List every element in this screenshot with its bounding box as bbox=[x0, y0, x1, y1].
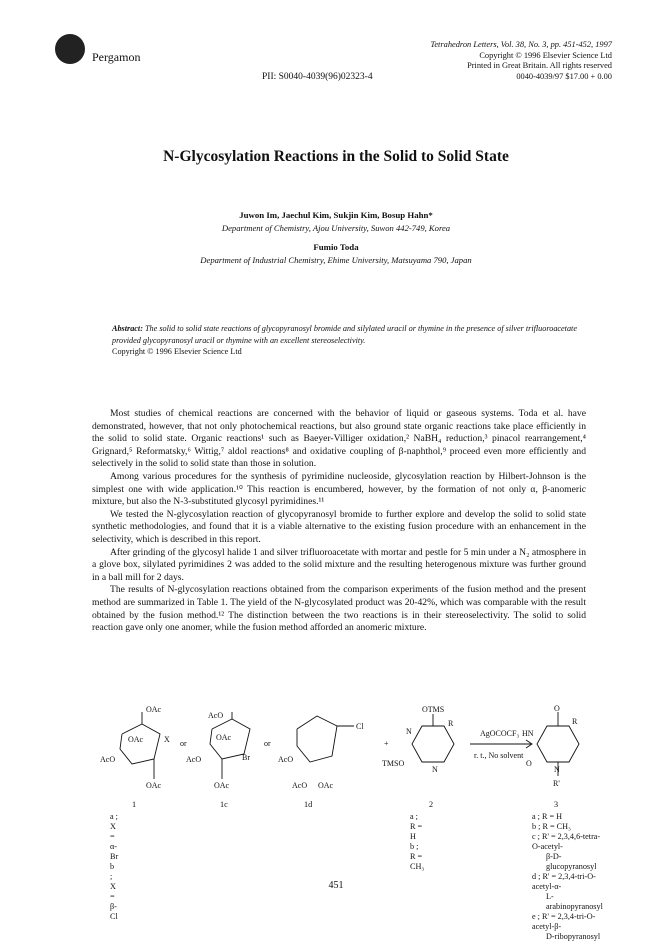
atom-label: AcO bbox=[278, 755, 294, 764]
atom-label: R bbox=[448, 719, 454, 728]
compound-label: 3 bbox=[554, 800, 559, 809]
abstract-label: Abstract: bbox=[112, 324, 143, 333]
affiliation-1: Department of Chemistry, Ajou University, Suwon 442-749, Korea bbox=[221, 223, 451, 233]
atom-label: OAc bbox=[318, 781, 334, 790]
abstract-text: The solid to solid state reactions of glycopyranosyl bromide and silylated uracil or thymine in the presence of silver trifluoroacetate provided glycopyranosyl uracil or thymine with an excellent stereoselectivity. bbox=[112, 324, 577, 345]
atom-label: O bbox=[526, 759, 532, 768]
atom-label: OTMS bbox=[422, 705, 445, 714]
atom-label: N bbox=[432, 765, 438, 774]
atom-label: N bbox=[554, 765, 560, 774]
legend-line: D-ribopyranosyl bbox=[546, 932, 601, 941]
authors-1: Juwon Im, Jaechul Kim, Sukjin Kim, Bosup Hahn* bbox=[239, 210, 433, 220]
atom-label: AcO bbox=[292, 781, 308, 790]
condition-label: r. t., No solvent bbox=[474, 751, 524, 760]
printed-line: Printed in Great Britain. All rights reserved bbox=[467, 61, 612, 70]
atom-label: OAc bbox=[128, 735, 144, 744]
atom-label: AcO bbox=[186, 755, 202, 764]
paragraph: The results of N-glycosylation reactions obtained from the comparison experiments of the fusion method and the present method are summarized in Table 1. The yield of the N-glycosylated product was 20-42%, which was comparable with the result obtained by the fusion method.¹² The distinction between the two reactions is in their stereoselectivity. The solid to solid reaction gave only one anomer, while the fusion method afforded an anomeric mixture. bbox=[92, 584, 586, 634]
compound-label: 1d bbox=[304, 800, 313, 809]
paragraph: Most studies of chemical reactions are concerned with the behavior of liquid or gaseous systems. Toda et al. have demonstrated, however, that not only photochemical reactions, but also ground state organic reactions take place efficiently in the solid to solid state. Organic reactions¹ such as Baeyer-Villiger oxidation,² NaBH₄ reduction,³ pinacol rearrangement,⁴ Grignard,⁵ Reformatsky,⁶ Wittig,⁷ aldol reactions⁸ and oxidative coupling of β-naphthol,⁹ proceed even more efficiently and selectively in the solid to solid state than those in solution. bbox=[92, 408, 586, 470]
authors-2: Fumio Toda bbox=[313, 242, 359, 252]
legend-line: β-D-glucopyranosyl bbox=[546, 852, 597, 871]
legend-line: L-arabinopyranosyl bbox=[546, 892, 603, 911]
atom-label: X bbox=[164, 735, 170, 744]
legend-line: a ; R = H bbox=[532, 812, 563, 821]
legend-line: e ; R' = 2,3,4-tri-O-acetyl-β- bbox=[532, 912, 596, 931]
legend-line: a ; R = H bbox=[410, 812, 423, 841]
atom-label: TMSO bbox=[382, 759, 405, 768]
atom-label: AcO bbox=[100, 755, 116, 764]
affiliation-2: Department of Industrial Chemistry, Ehime University, Matsuyama 790, Japan bbox=[200, 255, 472, 265]
legend-compound-2 bbox=[410, 812, 424, 872]
page-number: 451 bbox=[328, 880, 344, 891]
atom-label: O bbox=[554, 704, 560, 713]
abstract-copyright: Copyright © 1996 Elsevier Science Ltd bbox=[112, 347, 242, 356]
scheme-structures bbox=[92, 704, 592, 814]
paper-title: N-Glycosylation Reactions in the Solid to Solid State bbox=[163, 148, 509, 165]
paragraph: Among various procedures for the synthesis of pyrimidine nucleoside, glycosylation reaction by Hilbert-Johnson is the simplest one with wide application.¹⁰ This reaction is encumbered, however, by the formation of not only α, β-anomeric mixture, but also the N-3-substituted glycosyl pyrimidines.¹¹ bbox=[92, 470, 586, 508]
price-line: 0040-4039/97 $17.00 + 0.00 bbox=[516, 71, 612, 81]
pii: PII: S0040-4039(96)02323-4 bbox=[262, 72, 373, 82]
atom-label: Cl bbox=[356, 722, 364, 731]
atom-label: R' bbox=[553, 779, 560, 788]
paragraph: After grinding of the glycosyl halide 1 and silver trifluoroacetate with mortar and pestle for 5 min under a N₂ atmosphere in a glove box, silylated pyrimidines 2 was added to the solid mixture and the resulting heterogenous mixture was further ground in a ball mill for 2 days. bbox=[92, 546, 586, 583]
abstract bbox=[112, 323, 582, 358]
pergamon-logo bbox=[55, 34, 85, 64]
atom-label: AcO bbox=[208, 711, 224, 720]
or-label: or bbox=[180, 739, 187, 748]
reagent-label: AgOCOCF₃ bbox=[480, 729, 520, 738]
or-label: or bbox=[264, 739, 271, 748]
legend-compound-1 bbox=[110, 812, 118, 922]
legend-line: b ; X = β-Cl bbox=[110, 862, 118, 921]
atom-label: N bbox=[406, 727, 412, 736]
atom-label: OAc bbox=[216, 733, 232, 742]
legend-line: b ; R = CH₃ bbox=[532, 822, 571, 831]
atom-label: R bbox=[572, 717, 578, 726]
legend-line: c ; R' = 2,3,4,6-tetra-O-acetyl- bbox=[532, 832, 601, 851]
legend-compound-3 bbox=[532, 812, 603, 942]
atom-label: OAc bbox=[146, 781, 162, 790]
legend-line: b ; R = CH₃ bbox=[410, 842, 425, 871]
compound-label: 1c bbox=[220, 800, 228, 809]
body-text bbox=[92, 408, 586, 635]
atom-label: Br bbox=[242, 753, 250, 762]
journal-header bbox=[352, 40, 612, 82]
journal-line: Tetrahedron Letters, Vol. 38, No. 3, pp. 451-452, 1997 bbox=[430, 40, 612, 49]
atom-label: HN bbox=[522, 729, 534, 738]
plus-sign: + bbox=[384, 739, 389, 748]
legend-line: a ; X = α-Br bbox=[110, 812, 119, 861]
legend-line: d ; R' = 2,3,4-tri-O-acetyl-α- bbox=[532, 872, 596, 891]
copyright-line: Copyright © 1996 Elsevier Science Ltd bbox=[479, 50, 612, 60]
compound-label: 1 bbox=[132, 800, 137, 809]
compound-label: 2 bbox=[429, 800, 434, 809]
atom-label: OAc bbox=[214, 781, 230, 790]
paragraph: We tested the N-glycosylation reaction of glycopyranosyl bromide to further explore and develop the solid to solid state synthetic methodologies, and found that it is a viable alternative to the existing fusion procedure with an enhancement in the selectivity, which is described in this report. bbox=[92, 508, 586, 545]
publisher-name: Pergamon bbox=[92, 50, 141, 64]
atom-label: OAc bbox=[146, 705, 162, 714]
